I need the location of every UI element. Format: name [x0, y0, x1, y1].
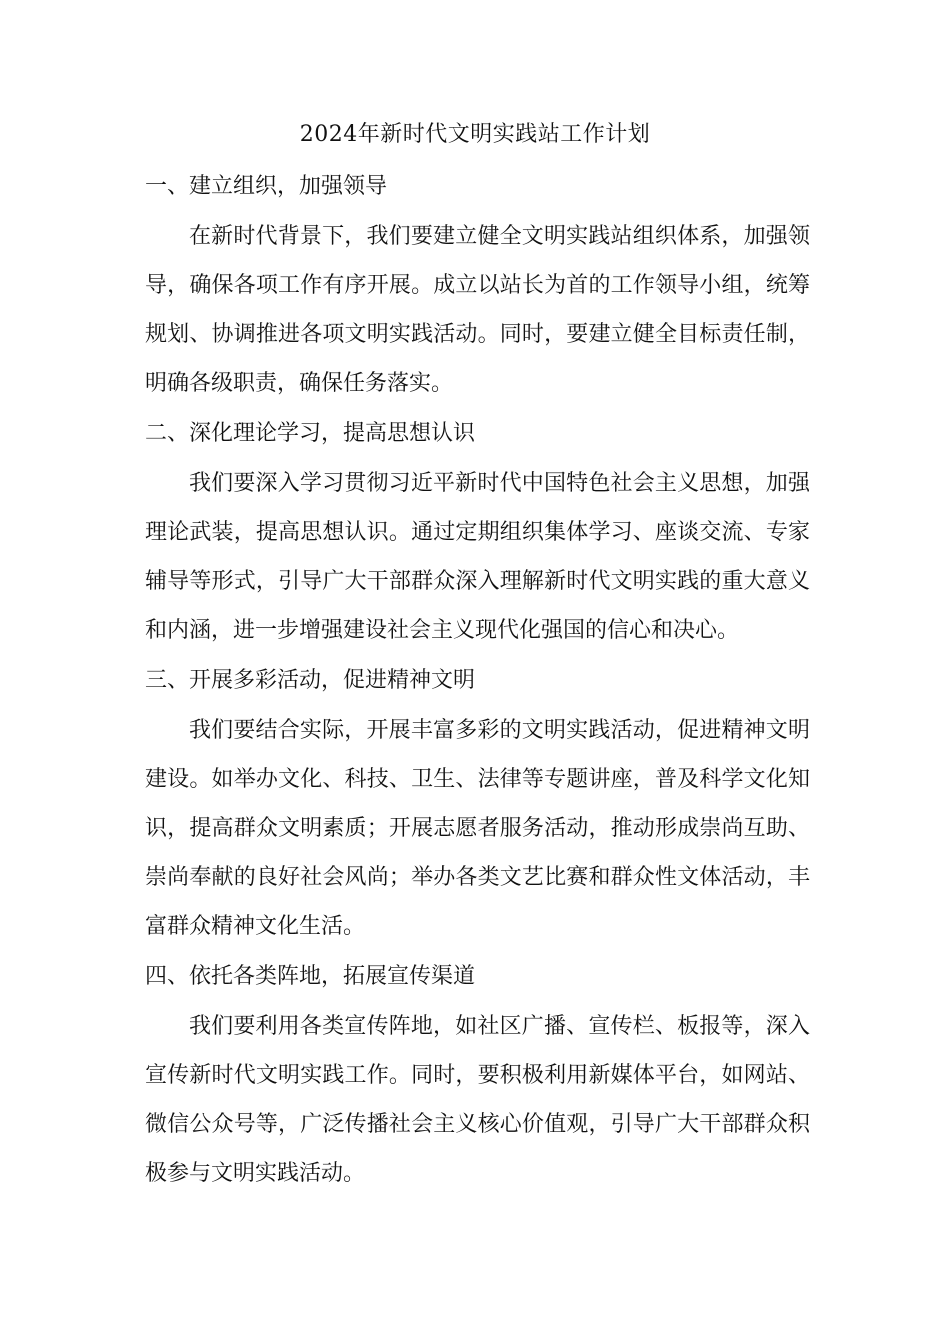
paragraph-line: 极参与文明实践活动。: [145, 1161, 366, 1186]
paragraph-line: 微信公众号等，广泛传播社会主义核心价值观，引导广大干部群众积: [145, 1112, 810, 1137]
paragraph-line: 规划、协调推进各项文明实践活动。同时，要建立健全目标责任制，: [145, 322, 810, 347]
section-heading: 一、建立组织，加强领导: [145, 174, 388, 199]
section-heading: 二、深化理论学习，提高思想认识: [145, 421, 476, 446]
paragraph-line: 我们要结合实际，开展丰富多彩的文明实践活动，促进精神文明: [189, 718, 810, 743]
paragraph-line: 识，提高群众文明素质；开展志愿者服务活动，推动形成崇尚互助、: [145, 816, 810, 841]
paragraph-line: 富群众精神文化生活。: [145, 914, 366, 939]
paragraph-line: 在新时代背景下，我们要建立健全文明实践站组织体系，加强领: [189, 224, 810, 249]
paragraph-line: 明确各级职责，确保任务落实。: [145, 371, 454, 396]
paragraph-line: 宣传新时代文明实践工作。同时，要积极利用新媒体平台，如网站、: [145, 1063, 810, 1088]
paragraph-line: 崇尚奉献的良好社会风尚；举办各类文艺比赛和群众性文体活动，丰: [145, 865, 810, 890]
paragraph-line: 我们要深入学习贯彻习近平新时代中国特色社会主义思想，加强: [189, 471, 810, 496]
paragraph-line: 和内涵，进一步增强建设社会主义现代化强国的信心和决心。: [145, 618, 740, 643]
paragraph-line: 建设。如举办文化、科技、卫生、法律等专题讲座，普及科学文化知: [145, 767, 810, 792]
paragraph-line: 理论武装，提高思想认识。通过定期组织集体学习、座谈交流、专家: [145, 520, 810, 545]
paragraph-line: 导，确保各项工作有序开展。成立以站长为首的工作领导小组，统筹: [145, 273, 810, 298]
section-heading: 四、依托各类阵地，拓展宣传渠道: [145, 964, 476, 989]
section-heading: 三、开展多彩活动，促进精神文明: [145, 668, 476, 693]
paragraph-line: 辅导等形式，引导广大干部群众深入理解新时代文明实践的重大意义: [145, 569, 810, 594]
paragraph-line: 我们要利用各类宣传阵地，如社区广播、宣传栏、板报等，深入: [189, 1014, 810, 1039]
document-title: 2024年新时代文明实践站工作计划: [299, 122, 651, 147]
